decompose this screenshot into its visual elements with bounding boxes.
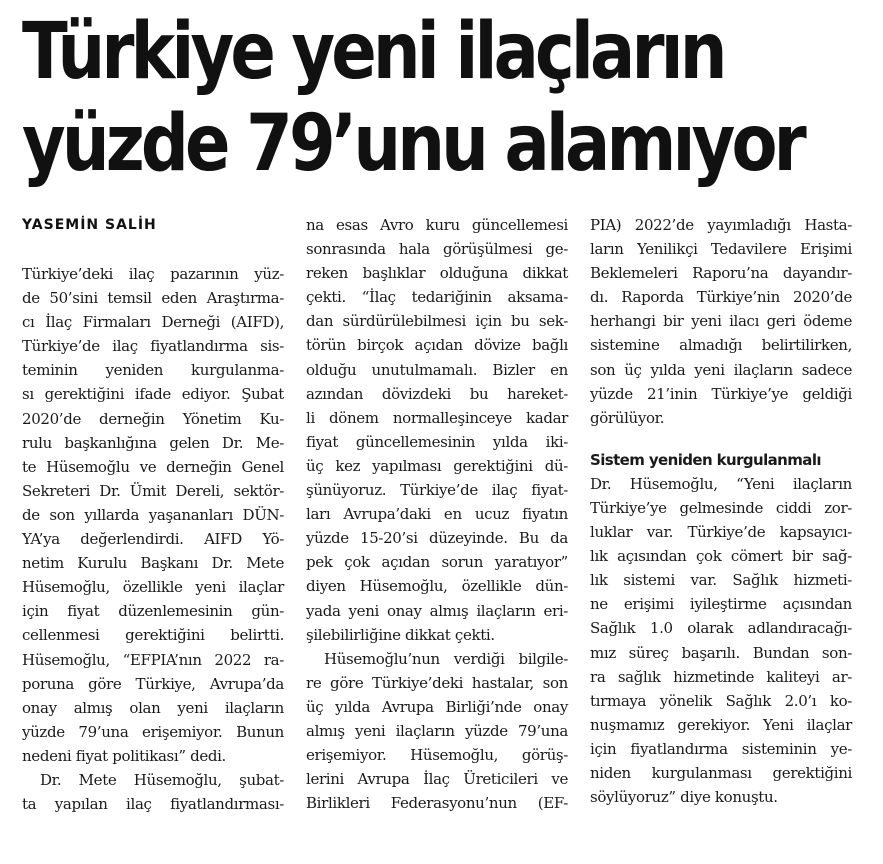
article-column-3 [590, 213, 852, 809]
text-line: Türkiye’ye gelmesinde ciddi zor- [590, 498, 852, 517]
text-line: olduğu unutulmamalı. Bizler en [306, 360, 568, 379]
text-line: sonrasında hala görüşülmesi ge- [306, 240, 568, 259]
text-line: Sekreteri Dr. Ümit Dereli, sektör- [22, 481, 284, 500]
text-line: li dönem normalleşinceye kadar [306, 408, 568, 427]
text-line: şilebilirliğine dikkat çekti. [306, 625, 495, 644]
text-line: Hüsemoğlu, özellikle yeni ilaçlar [22, 578, 284, 597]
headline-line-1: Türkiye yeni ilaçların [22, 7, 724, 97]
text-line: Hüsemoğlu’nun verdiği bilgile- [324, 649, 568, 668]
headline-line-2: yüzde 79’unu alamıyor [22, 99, 803, 189]
text-line: nuşmamız gerekiyor. Yeni ilaçlar [590, 715, 852, 734]
text-line: YA’ya değerlendirdi. AIFD Yö- [22, 530, 284, 549]
text-line: sı gerektiğini ifade ediyor. Şubat [22, 385, 284, 404]
text-line: söylüyoruz” diye konuştu. [590, 788, 778, 807]
text-line: de 50’sini temsil eden Araştırma- [22, 289, 284, 308]
text-line: dı. Raporda Türkiye’nin 2020’de [590, 288, 852, 307]
text-line: fiyat güncellemesinin yılda iki- [306, 432, 568, 451]
text-line: üç kez yapılması gerektiğini dü- [306, 456, 568, 475]
text-line: pek çok açıdan sorun yaratıyor” [306, 553, 568, 572]
text-line: Dr. Hüsemoğlu, “Yeni ilaçların [590, 474, 852, 493]
text-line: na esas Avro kuru güncellemesi [306, 216, 568, 234]
text-line: poruna göre Türkiye, Avrupa’da [22, 674, 284, 693]
text-line: nedeni fiyat politikası” dedi. [22, 746, 226, 765]
text-line: erişemiyor. Hüsemoğlu, görüş- [306, 746, 568, 765]
text-line: diyen Hüsemoğlu, özellikle dün- [306, 577, 568, 596]
text-line: luklar var. Türkiye’de kapsayıcı- [590, 523, 852, 542]
text-line: re göre Türkiye’deki hastalar, son [306, 673, 568, 692]
text-line: üç yılda Avrupa Birliği’nde onay [306, 697, 568, 716]
text-line: de son yıllarda yaşananları DÜN- [22, 505, 284, 524]
text-line: için fiyatlandırma sisteminin ye- [590, 739, 852, 758]
text-line: almış yeni ilaçların yüzde 79’una [306, 721, 568, 740]
text-line: rulu başkanlığına gelen Dr. Me- [22, 433, 284, 452]
article-column-1 [22, 262, 284, 816]
text-line: görülüyor. [590, 408, 665, 427]
text-line: yüzde 15-20’si düzeyinde. Bu da [306, 529, 568, 548]
text-line: mız süreç başarılı. Bundan son- [590, 643, 852, 662]
text-line: ne erişimi iyileştirme açısından [590, 595, 852, 614]
text-line: teminin yeniden kurgulanma- [22, 361, 284, 380]
text-line: ra sağlık hizmetinde kaliteyi ar- [590, 667, 852, 686]
text-line: azından dövizdeki bu hareket- [306, 384, 568, 403]
text-line: Beklemeleri Raporu’na dayandır- [590, 264, 852, 283]
text-line: reken başlıklar olduğuna dikkat [306, 264, 568, 283]
byline: YASEMİN SALİH [22, 217, 157, 233]
text-line: lık sistemi var. Sağlık hizmeti- [590, 571, 852, 590]
text-line: Türkiye’deki ilaç pazarının yüz- [22, 265, 284, 283]
text-line: yüzde 21’inin Türkiye’ye geldiği [590, 384, 852, 403]
text-line: tırmaya yönelik Sağlık 2.0’ı ko- [590, 691, 852, 710]
text-line: Sağlık 1.0 olarak adlandıracağı- [590, 619, 852, 638]
article-column-2 [306, 213, 568, 815]
text-line: yüzde 79’una erişemiyor. Bunun [22, 722, 284, 741]
text-line: Dr. Mete Hüsemoğlu, şubat- [40, 770, 284, 789]
text-line: 2020’de derneğin Yönetim Ku- [22, 409, 284, 428]
text-line: sistemine almadığı belirtilirken, [590, 336, 852, 355]
text-line: törün birçok açıdan dövize bağlı [306, 336, 568, 355]
text-line: lerini Avrupa İlaç Üreticileri ve [306, 770, 568, 789]
text-line: şünüyoruz. Türkiye’de ilaç fiyat- [306, 481, 568, 500]
text-line: için fiyat düzenlemesinin gün- [22, 602, 284, 621]
text-line: yada yeni onay almış ilaçların eri- [306, 601, 568, 620]
headline [22, 6, 803, 190]
text-line: ta yapılan ilaç fiyatlandırması- [22, 795, 284, 814]
text-line: herhangi bir yeni ilacı geri ödeme [590, 312, 852, 331]
text-line: son üç yılda yeni ilaçların sadece [590, 360, 852, 379]
text-line: netim Kurulu Başkanı Dr. Mete [22, 554, 284, 573]
text-line: Türkiye’de ilaç fiyatlandırma sis- [22, 337, 284, 356]
text-line: niden kurgulanması gerektiğini [590, 763, 852, 782]
text-line: te Hüsemoğlu ve derneğin Genel [22, 457, 284, 476]
text-line: cı İlaç Firmaları Derneği (AIFD), [22, 313, 284, 332]
text-line: dan sürdürülebilmesi için bu sek- [306, 312, 568, 331]
article-column-3-bottom [590, 472, 852, 809]
text-line: ları Avrupa’daki en ucuz fiyatın [306, 505, 568, 524]
text-line: lık açısından çok cömert bir sağ- [590, 547, 852, 566]
text-line: PIA) 2022’de yayımladığı Hasta- [590, 216, 852, 234]
text-line: Birlikleri Federasyonu’nun (EF- [306, 794, 568, 813]
article-column-3-top [590, 213, 852, 430]
text-line: Hüsemoğlu, “EFPIA’nın 2022 ra- [22, 650, 284, 669]
text-line: ların Yenilikçi Tedavilere Erişimi [590, 240, 852, 259]
text-line: onay almış olan yeni ilaçların [22, 698, 284, 717]
section-subhead: Sistem yeniden kurgulanmalı [590, 450, 821, 469]
text-line: çekti. “İlaç tedariğinin aksama- [306, 288, 568, 307]
text-line: cellenmesi gerektiğini belirtti. [22, 626, 284, 645]
